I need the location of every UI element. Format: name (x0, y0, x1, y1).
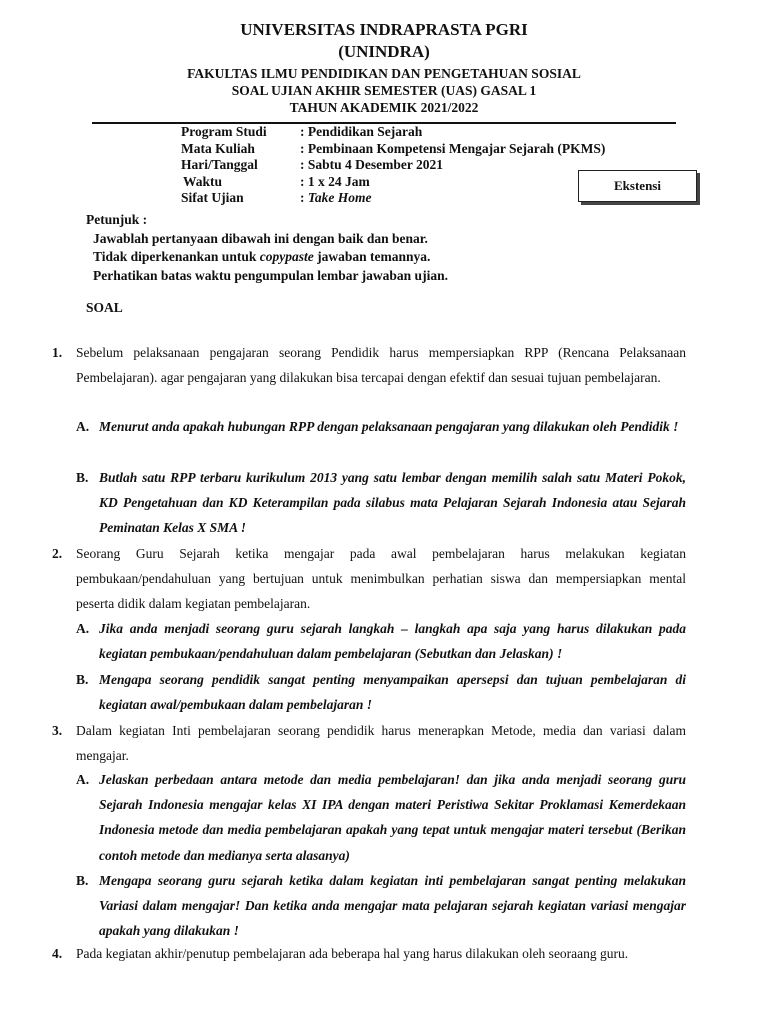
instructions-title: Petunjuk : (86, 212, 148, 227)
instruction-line-3: Perhatikan batas waktu pengumpulan lembar jawaban ujian. (93, 268, 448, 283)
question-2a-label: A. (76, 621, 90, 636)
info-label-time: Waktu (183, 173, 223, 189)
question-1a-text: Menurut anda apakah hubungan RPP dengan pelaksanaan pengajaran yang dilakukan oleh Pendidik ! (99, 419, 679, 434)
info-label-course: Mata Kuliah (181, 140, 255, 156)
info-value-date: : Sabtu 4 Desember 2021 (300, 157, 443, 172)
question-4-text: Pada kegiatan akhir/penutup pembelajaran ada beberapa hal yang harus dilakukan oleh seoraang guru. (76, 946, 629, 961)
info-value-type (300, 190, 372, 207)
question-2a-text: Jika anda menjadi seorang guru sejarah langkah – langkah apa saja yang harus dilakukan pada kegiatan pembukaan/pendahuluan dalam pembelajaran (Sebutkan dan Jelaskan) ! (99, 621, 686, 662)
question-1a-label: A. (76, 419, 90, 434)
instruction-line-2 (93, 249, 430, 265)
question-3b-label: B. (76, 873, 89, 888)
info-label-type: Sifat Ujian (181, 190, 244, 205)
ekstensi-badge: Ekstensi (578, 170, 697, 202)
question-1-text: Sebelum pelaksanaan pengajaran seorang Pendidik harus mempersiapkan RPP (Rencana Pelaksanaan Pembelajaran). agar pengajaran yang dilakukan bisa tercapai dengan efektif dan sesuai tujuan pembelajaran. (76, 345, 686, 386)
faculty-name: FAKULTAS ILMU PENDIDIKAN DAN PENGETAHUAN SOSIAL (187, 66, 581, 81)
instruction-line-1: Jawablah pertanyaan dibawah ini dengan baik dan benar. (93, 231, 428, 246)
question-2b-label: B. (76, 672, 89, 687)
info-value-type-italic: Take Home (307, 190, 372, 205)
info-label-program: Program Studi (181, 124, 267, 139)
academic-year: TAHUN AKADEMIK 2021/2022 (289, 100, 479, 115)
question-3a-text: Jelaskan perbedaan antara metode dan media pembelajaran! dan jika anda menjadi seorang guru Sejarah Indonesia mengajar kelas XI IPA dengan materi Peristiwa Sekitar Proklamasi Kemerdekaan Indonesia metode dan media pembelajaran apakah yang tepat untuk mengajar materi tersebut (Berikan contoh metode dan medianya serta alasanya) (99, 772, 686, 863)
info-value-program: : Pendidikan Sejarah (300, 124, 423, 139)
question-2-number: 2. (52, 546, 63, 561)
university-abbrev: (UNINDRA) (338, 42, 430, 61)
question-1b-text: Butlah satu RPP terbaru kurikulum 2013 yang satu lembar dengan memilih salah satu Materi Pokok, KD Pengetahuan dan KD Keterampilan pada silabus mata Pelajaran Sejarah Indonesia atau Sejarah Peminatan Kelas X SMA ! (99, 470, 686, 536)
question-3-text: Dalam kegiatan Inti pembelajaran seorang pendidik harus menerapkan Metode, media dan variasi dalam mengajar. (76, 723, 686, 764)
question-3b-text: Mengapa seorang guru sejarah ketika dalam kegiatan inti pembelajaran sangat penting melakukan Variasi dalam mengajar! Dan ketika anda mengajar mata pelajaran sejarah kegiatan variasi mengajar apakah yang dilakukan ! (99, 873, 686, 939)
question-1-number: 1. (52, 345, 63, 360)
soal-label: SOAL (86, 300, 123, 315)
instruction-line-2-post: jawaban temannya. (313, 249, 431, 264)
instruction-line-2-italic: copypaste (259, 249, 314, 264)
question-4-number: 4. (52, 946, 63, 961)
question-3-number: 3. (52, 723, 63, 738)
info-value-type-prefix: : (300, 190, 308, 205)
info-value-course: : Pembinaan Kompetensi Mengajar Sejarah (PKMS) (300, 140, 606, 156)
info-label-date: Hari/Tanggal (181, 157, 258, 172)
instruction-line-2-pre: Tidak diperkenankan untuk (93, 249, 260, 264)
exam-title: SOAL UJIAN AKHIR SEMESTER (UAS) GASAL 1 (231, 83, 537, 98)
question-1b-label: B. (76, 470, 89, 485)
info-value-time: : 1 x 24 Jam (300, 173, 370, 189)
question-3a-label: A. (76, 772, 90, 787)
university-name: UNIVERSITAS INDRAPRASTA PGRI (240, 20, 528, 39)
question-2b-text: Mengapa seorang pendidik sangat penting menyampaikan apersepsi dan tujuan pembelajaran di kegiatan awal/pembukaan dalam pembelajaran ! (99, 672, 686, 713)
question-2-text: Seorang Guru Sejarah ketika mengajar pada awal pembelajaran harus melakukan kegiatan pembukaan/pendahuluan yang bertujuan untuk menimbulkan perhatian siswa dan mempersiapkan mental peserta didik dalam kegiatan pembelajaran. (76, 546, 686, 612)
